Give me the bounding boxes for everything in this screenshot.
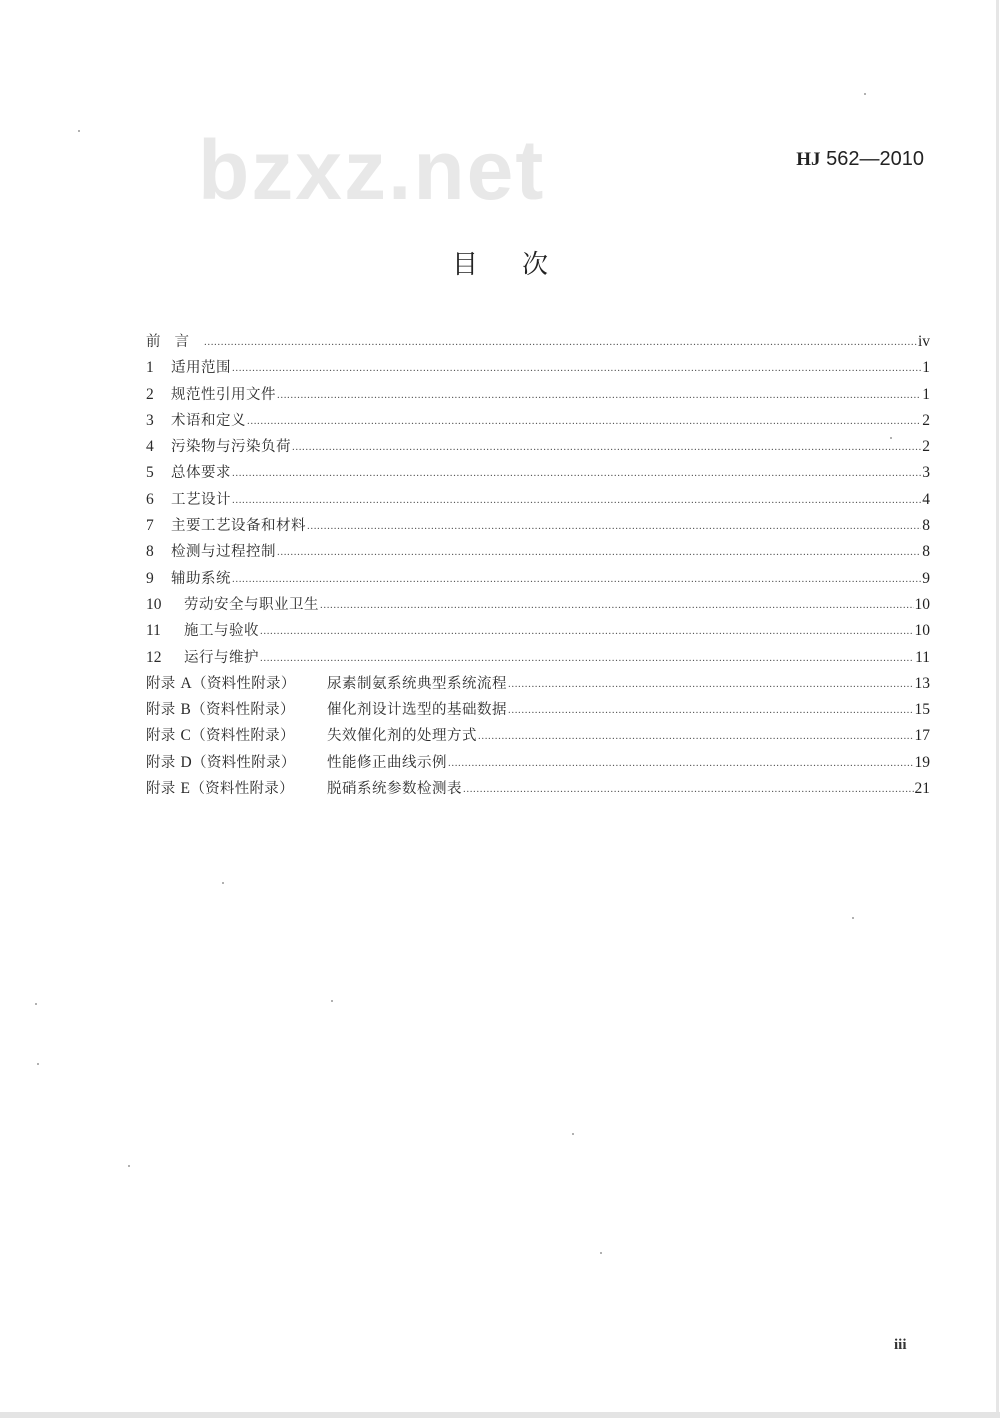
toc-appendix-b[interactable] xyxy=(146,698,930,724)
standard-code xyxy=(796,148,924,171)
dot-leader xyxy=(260,652,914,664)
toc-entry-page: 2 xyxy=(922,438,930,456)
appendix-type: （资料性附录） xyxy=(190,781,294,798)
toc-entry-number: 9 xyxy=(146,569,154,587)
toc-entry-page: 10 xyxy=(914,622,930,640)
toc-entry-9[interactable] xyxy=(146,567,930,593)
scan-speck xyxy=(572,1133,574,1135)
toc-title-char-1: 目 xyxy=(451,250,522,280)
toc-entry-page: 3 xyxy=(922,464,930,482)
toc-entry-label: 适用范围 xyxy=(171,360,231,377)
toc-entry-page: 17 xyxy=(914,727,930,745)
toc-entry-page: 10 xyxy=(914,595,930,613)
toc-entry-number: 5 xyxy=(146,464,154,482)
toc-entry-6[interactable] xyxy=(146,488,930,514)
appendix-prefix xyxy=(146,777,327,798)
appendix-letter: C xyxy=(180,727,192,745)
dot-leader xyxy=(292,441,921,453)
dot-leader xyxy=(448,757,914,769)
toc-entry-number: 8 xyxy=(146,543,154,561)
toc-entry-4[interactable] xyxy=(146,435,930,461)
dot-leader xyxy=(232,467,921,479)
toc-title-char-2: 次 xyxy=(522,250,593,280)
scan-speck xyxy=(35,1003,37,1005)
toc-entry-page: 2 xyxy=(922,411,930,429)
appendix-type: （资料性附录） xyxy=(191,728,295,745)
watermark: bzxz.net xyxy=(198,123,546,217)
dot-leader xyxy=(508,704,914,716)
toc-entry-12[interactable] xyxy=(146,646,930,672)
appendix-word: 附录 xyxy=(146,728,176,745)
toc-entry-number: 4 xyxy=(146,438,154,456)
toc-entry-label: 主要工艺设备和材料 xyxy=(171,518,306,535)
toc-entry-label: 检测与过程控制 xyxy=(171,544,276,561)
dot-leader xyxy=(478,730,914,742)
toc-entry-8[interactable] xyxy=(146,540,930,566)
scan-speck xyxy=(600,1252,602,1254)
toc-entry-page: 11 xyxy=(915,648,930,666)
dot-leader xyxy=(277,546,921,558)
toc-entry-label: 失效催化剂的处理方式 xyxy=(327,728,477,745)
toc-entry-number: 6 xyxy=(146,490,154,508)
toc-appendix-c[interactable] xyxy=(146,724,930,750)
toc-entry-3[interactable] xyxy=(146,409,930,435)
toc-appendix-e[interactable] xyxy=(146,777,930,803)
toc-appendix-a[interactable] xyxy=(146,672,930,698)
toc-entry-number: 7 xyxy=(146,517,154,535)
dot-leader xyxy=(277,389,921,401)
dot-leader xyxy=(247,415,921,427)
toc-entry-label: 总体要求 xyxy=(171,465,231,482)
toc-entry-page: iv xyxy=(917,333,930,350)
toc-entry-number: 1 xyxy=(146,359,154,377)
toc-entry-page: 1 xyxy=(922,385,930,403)
appendix-prefix xyxy=(146,672,327,693)
toc-entry-number: 10 xyxy=(146,595,162,613)
toc-entry-number: 3 xyxy=(146,411,154,429)
toc-entry-7[interactable] xyxy=(146,514,930,540)
table-of-contents xyxy=(146,330,930,803)
dot-leader xyxy=(508,678,914,690)
dot-leader xyxy=(232,362,921,374)
standard-number: 562—2010 xyxy=(826,148,924,170)
toc-entry-label: 施工与验收 xyxy=(184,623,259,640)
dot-leader xyxy=(320,599,914,611)
toc-entry-page: 9 xyxy=(922,569,930,587)
scan-speck xyxy=(852,917,854,919)
toc-entry-page: 4 xyxy=(922,490,930,508)
toc-entry-label: 劳动安全与职业卫生 xyxy=(184,596,319,613)
appendix-letter: B xyxy=(180,701,192,719)
scan-speck xyxy=(128,1165,130,1167)
dot-leader xyxy=(204,336,917,348)
toc-entry-label: 脱硝系统参数检测表 xyxy=(327,781,462,798)
scan-speck xyxy=(331,1000,333,1002)
appendix-prefix xyxy=(146,751,327,772)
appendix-word: 附录 xyxy=(146,781,176,798)
toc-entry-label: 污染物与污染负荷 xyxy=(171,439,291,456)
appendix-prefix xyxy=(146,724,327,745)
toc-title xyxy=(0,244,1000,281)
standard-prefix: HJ xyxy=(796,149,821,170)
appendix-prefix xyxy=(146,698,327,719)
toc-entry-page: 19 xyxy=(914,753,930,771)
toc-entry-number: 12 xyxy=(146,648,162,666)
toc-entry-label: 前言 xyxy=(146,334,203,350)
scan-speck xyxy=(864,93,866,95)
scan-speck xyxy=(890,437,892,439)
appendix-type: （资料性附录） xyxy=(191,702,295,719)
toc-entry-label: 辅助系统 xyxy=(171,570,231,587)
toc-appendix-d[interactable] xyxy=(146,751,930,777)
toc-entry-11[interactable] xyxy=(146,619,930,645)
toc-entry-page: 1 xyxy=(922,359,930,377)
dot-leader xyxy=(232,573,921,585)
scan-speck xyxy=(37,1063,39,1065)
appendix-word: 附录 xyxy=(146,675,176,692)
toc-entry-page: 8 xyxy=(922,543,930,561)
dot-leader xyxy=(260,625,914,637)
appendix-type: （资料性附录） xyxy=(192,675,296,692)
dot-leader xyxy=(463,783,914,795)
toc-entry-page: 21 xyxy=(914,780,930,798)
toc-entry-number: 2 xyxy=(146,385,154,403)
toc-entry-label: 催化剂设计选型的基础数据 xyxy=(327,702,507,719)
dot-leader xyxy=(232,494,921,506)
toc-entry-label: 工艺设计 xyxy=(171,491,231,508)
toc-entry-label: 性能修正曲线示例 xyxy=(327,754,447,771)
page-bottom-edge xyxy=(0,1412,1000,1418)
appendix-letter: D xyxy=(180,753,193,771)
toc-entry-label: 术语和定义 xyxy=(171,412,246,429)
toc-entry-label: 运行与维护 xyxy=(184,649,259,666)
toc-entry-page: 8 xyxy=(922,517,930,535)
scan-speck xyxy=(222,882,224,884)
appendix-letter: E xyxy=(180,780,191,798)
appendix-letter: A xyxy=(180,674,193,692)
toc-entry-1[interactable] xyxy=(146,356,930,382)
toc-entry-page: 13 xyxy=(914,674,930,692)
appendix-word: 附录 xyxy=(146,702,176,719)
toc-entry-page: 15 xyxy=(914,701,930,719)
toc-entry-preface[interactable] xyxy=(146,330,930,356)
appendix-word: 附录 xyxy=(146,754,176,771)
toc-entry-number: 11 xyxy=(146,622,161,640)
toc-entry-label: 尿素制氨系统典型系统流程 xyxy=(327,675,507,692)
dot-leader xyxy=(307,520,921,532)
toc-entry-5[interactable] xyxy=(146,461,930,487)
toc-entry-10[interactable] xyxy=(146,593,930,619)
toc-entry-label: 规范性引用文件 xyxy=(171,386,276,403)
appendix-type: （资料性附录） xyxy=(192,754,296,771)
page-number: iii xyxy=(894,1337,907,1353)
toc-entry-2[interactable] xyxy=(146,383,930,409)
scan-speck xyxy=(78,130,80,132)
